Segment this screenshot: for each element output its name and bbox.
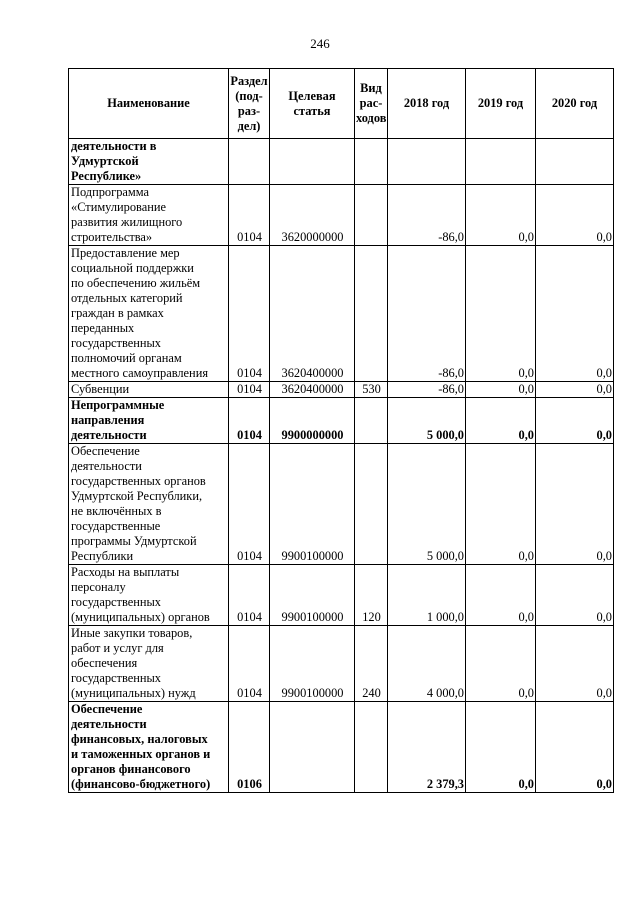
table-row (69, 565, 614, 626)
header-section-line: дел) (237, 118, 261, 133)
cell-name-line: деятельности (71, 717, 147, 731)
header-target-line: Целевая (288, 88, 336, 103)
cell-name-line: государственных органов (71, 474, 206, 488)
cell-target (270, 702, 355, 793)
cell-name-line: деятельности (71, 428, 147, 442)
cell-type: 530 (355, 382, 388, 398)
cell-name-line: Удмуртской Республики, (71, 489, 203, 503)
table-row (69, 382, 614, 398)
cell-name-line: органов финансового (71, 762, 191, 776)
header-section-line: раз- (237, 103, 261, 118)
cell-2018: -86,0 (388, 185, 466, 246)
cell-target: 3620400000 (270, 246, 355, 382)
header-type-line: ходов (356, 111, 387, 125)
cell-name-line: работ и услуг для (71, 641, 164, 655)
cell-name-line: Субвенции (71, 382, 130, 396)
header-type-line: рас- (359, 96, 383, 110)
cell-name-line: отдельных категорий (71, 291, 183, 305)
cell-name-line: строительства» (71, 230, 153, 244)
table-row (69, 444, 614, 565)
cell-name-line: Непрограммные (71, 398, 165, 412)
cell-target: 3620400000 (270, 382, 355, 398)
cell-name-line: местного самоуправления (71, 366, 209, 380)
cell-name (69, 398, 229, 444)
page-number: 246 (310, 36, 330, 51)
cell-target: 9900000000 (270, 398, 355, 444)
cell-target: 3620000000 (270, 185, 355, 246)
cell-name-line: не включённых в (71, 504, 162, 518)
cell-name (69, 626, 229, 702)
cell-target: 9900100000 (270, 626, 355, 702)
cell-name-line: Предоставление мер (71, 246, 180, 260)
cell-2018: 4 000,0 (388, 626, 466, 702)
cell-section: 0106 (229, 702, 270, 793)
cell-name-line: государственных (71, 595, 162, 609)
table-row (69, 246, 614, 382)
cell-name-line: деятельности в (71, 139, 157, 153)
cell-name-line: граждан в рамках (71, 306, 164, 320)
cell-2020: 0,0 (536, 565, 614, 626)
cell-2020: 0,0 (536, 626, 614, 702)
header-type-line: Вид (360, 81, 382, 95)
cell-name-line: (финансово-бюджетного) (71, 777, 211, 791)
cell-type (355, 398, 388, 444)
header-2020: 2020 год (536, 69, 614, 139)
cell-name-line: программы Удмуртской (71, 534, 197, 548)
header-section-line: (под- (235, 88, 263, 103)
cell-name-line: Удмуртской (71, 154, 139, 168)
cell-name-line: Подпрограмма (71, 185, 149, 199)
cell-target (270, 139, 355, 185)
cell-type (355, 702, 388, 793)
cell-section: 0104 (229, 398, 270, 444)
table-body (69, 139, 614, 793)
cell-2020: 0,0 (536, 185, 614, 246)
cell-name-line: государственных (71, 336, 162, 350)
cell-name (69, 382, 229, 398)
cell-section: 0104 (229, 444, 270, 565)
cell-2019: 0,0 (466, 565, 536, 626)
cell-section: 0104 (229, 626, 270, 702)
cell-2018: 5 000,0 (388, 444, 466, 565)
header-2019: 2019 год (466, 69, 536, 139)
cell-2018: -86,0 (388, 246, 466, 382)
cell-name-line: (муниципальных) нужд (71, 686, 196, 700)
table-header-row (69, 69, 614, 139)
header-name: Наименование (69, 69, 229, 139)
cell-name-line: деятельности (71, 459, 142, 473)
cell-name-line: государственных (71, 671, 162, 685)
header-2018: 2018 год (388, 69, 466, 139)
header-section (229, 69, 270, 139)
cell-section (229, 139, 270, 185)
cell-2019: 0,0 (466, 398, 536, 444)
cell-name-line: направления (71, 413, 145, 427)
table-row (69, 702, 614, 793)
cell-name-line: финансовых, налоговых (71, 732, 208, 746)
cell-2019: 0,0 (466, 246, 536, 382)
cell-name (69, 139, 229, 185)
cell-name (69, 185, 229, 246)
header-target-line: статья (293, 103, 331, 118)
cell-name-line: Обеспечение (71, 444, 140, 458)
cell-2019: 0,0 (466, 444, 536, 565)
cell-2019: 0,0 (466, 185, 536, 246)
cell-2018 (388, 139, 466, 185)
cell-name-line: Республики (71, 549, 134, 563)
cell-section: 0104 (229, 185, 270, 246)
cell-name-line: полномочий органам (71, 351, 182, 365)
cell-2018: 1 000,0 (388, 565, 466, 626)
cell-type (355, 185, 388, 246)
cell-name-line: Республике» (71, 169, 142, 183)
cell-name-line: и таможенных органов и (71, 747, 211, 761)
cell-2019 (466, 139, 536, 185)
cell-2018: -86,0 (388, 382, 466, 398)
cell-type (355, 444, 388, 565)
cell-name-line: (муниципальных) органов (71, 610, 210, 624)
cell-name-line: по обеспечению жильём (71, 276, 201, 290)
cell-name (69, 565, 229, 626)
cell-2019: 0,0 (466, 702, 536, 793)
cell-name-line: развития жилищного (71, 215, 183, 229)
cell-section: 0104 (229, 565, 270, 626)
cell-2019: 0,0 (466, 626, 536, 702)
header-target (270, 69, 355, 139)
cell-name (69, 702, 229, 793)
cell-2020: 0,0 (536, 246, 614, 382)
cell-section: 0104 (229, 246, 270, 382)
cell-2020: 0,0 (536, 444, 614, 565)
cell-name-line: обеспечения (71, 656, 138, 670)
cell-2020 (536, 139, 614, 185)
cell-2020: 0,0 (536, 398, 614, 444)
cell-name-line: государственные (71, 519, 161, 533)
cell-target: 9900100000 (270, 444, 355, 565)
cell-name-line: переданных (71, 321, 135, 335)
cell-type (355, 139, 388, 185)
cell-2018: 2 379,3 (388, 702, 466, 793)
cell-section: 0104 (229, 382, 270, 398)
cell-type: 240 (355, 626, 388, 702)
table-row (69, 398, 614, 444)
cell-2020: 0,0 (536, 382, 614, 398)
cell-name (69, 246, 229, 382)
budget-table (68, 68, 614, 793)
table-row (69, 626, 614, 702)
cell-name-line: Иные закупки товаров, (71, 626, 193, 640)
cell-2020: 0,0 (536, 702, 614, 793)
header-type (355, 69, 388, 139)
cell-2019: 0,0 (466, 382, 536, 398)
cell-name-line: персоналу (71, 580, 126, 594)
cell-name-line: «Стимулирование (71, 200, 166, 214)
cell-name (69, 444, 229, 565)
table-row (69, 185, 614, 246)
cell-2018: 5 000,0 (388, 398, 466, 444)
header-section-line: Раздел (230, 73, 268, 88)
cell-name-line: Обеспечение (71, 702, 143, 716)
cell-type: 120 (355, 565, 388, 626)
cell-target: 9900100000 (270, 565, 355, 626)
cell-name-line: социальной поддержки (71, 261, 194, 275)
table-row (69, 139, 614, 185)
cell-type (355, 246, 388, 382)
cell-name-line: Расходы на выплаты (71, 565, 180, 579)
